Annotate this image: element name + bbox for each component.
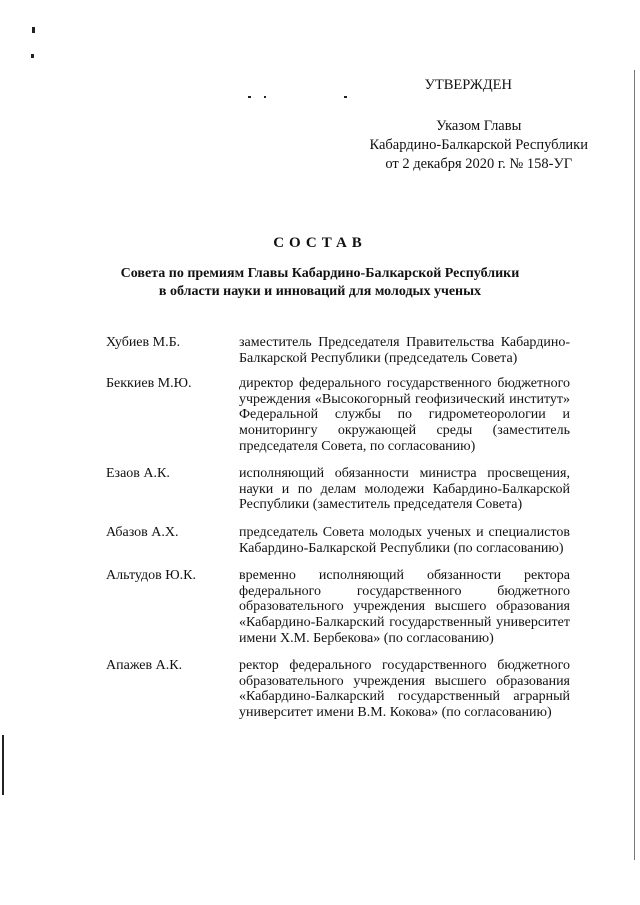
decree-line: от 2 декабря 2020 г. № 158-УГ xyxy=(385,156,573,172)
member-name: Альтудов Ю.К. xyxy=(106,568,196,584)
member-entry xyxy=(106,568,570,646)
approved-stamp: УТВЕРЖДЕН xyxy=(424,77,512,93)
member-name: Езаов А.К. xyxy=(106,466,170,482)
members-list xyxy=(106,335,570,720)
scan-edge-line xyxy=(634,70,635,860)
member-name: Хубиев М.Б. xyxy=(106,335,181,350)
subtitle-line: в области науки и инноваций для молодых ученых xyxy=(158,284,482,299)
subtitle-line: Совета по премиям Главы Кабардино-Балкарской Республики xyxy=(120,266,520,281)
decree-line: Указом Главы xyxy=(436,118,522,134)
member-entry xyxy=(106,658,570,720)
member-entry xyxy=(106,466,570,513)
member-role: заместитель Председателя Правительства Кабардино-Балкарской Республики (председатель Совета) xyxy=(239,335,570,366)
decree-reference xyxy=(369,117,588,174)
member-entry xyxy=(106,335,570,366)
member-role: директор федерального государственного бюджетного учреждения «Высокогорный геофизический институт» Федеральной службы по гидрометеорологии и мониторингу окружающей среды (заместитель председателя Совета, по согласованию) xyxy=(239,376,570,454)
member-entry xyxy=(106,525,570,556)
member-role: временно исполняющий обязанности ректора федерального государственного бюджетного образовательного учреждения высшего образования «Кабардино-Балкарский государственный университет имени Х.М. Бербекова» (по согласованию) xyxy=(239,568,570,646)
document-title: СОСТАВ xyxy=(273,235,367,251)
scan-mark xyxy=(264,96,266,98)
member-entry xyxy=(106,376,570,454)
decree-line: Кабардино-Балкарской Республики xyxy=(369,137,588,153)
scan-mark xyxy=(31,54,34,58)
document-subtitle xyxy=(100,265,540,301)
member-name: Беккиев М.Ю. xyxy=(106,376,192,392)
scan-edge-line xyxy=(2,735,4,795)
scan-mark xyxy=(344,96,347,98)
member-role: исполняющий обязанности министра просвещения, науки и по делам молодежи Кабардино-Балкарской Республики (заместитель председателя Совета) xyxy=(239,466,570,513)
member-name: Абазов А.Х. xyxy=(106,524,179,540)
member-role: председатель Совета молодых ученых и специалистов Кабардино-Балкарской Республики (по согласованию) xyxy=(239,524,570,556)
scan-mark xyxy=(32,27,35,33)
member-name: Апажев А.К. xyxy=(106,658,183,674)
member-role: ректор федерального государственного бюджетного образовательного учреждения высшего образования «Кабардино-Балкарский государственный аграрный университет имени В.М. Кокова» (по согласованию) xyxy=(239,658,570,720)
scan-mark xyxy=(248,96,251,98)
